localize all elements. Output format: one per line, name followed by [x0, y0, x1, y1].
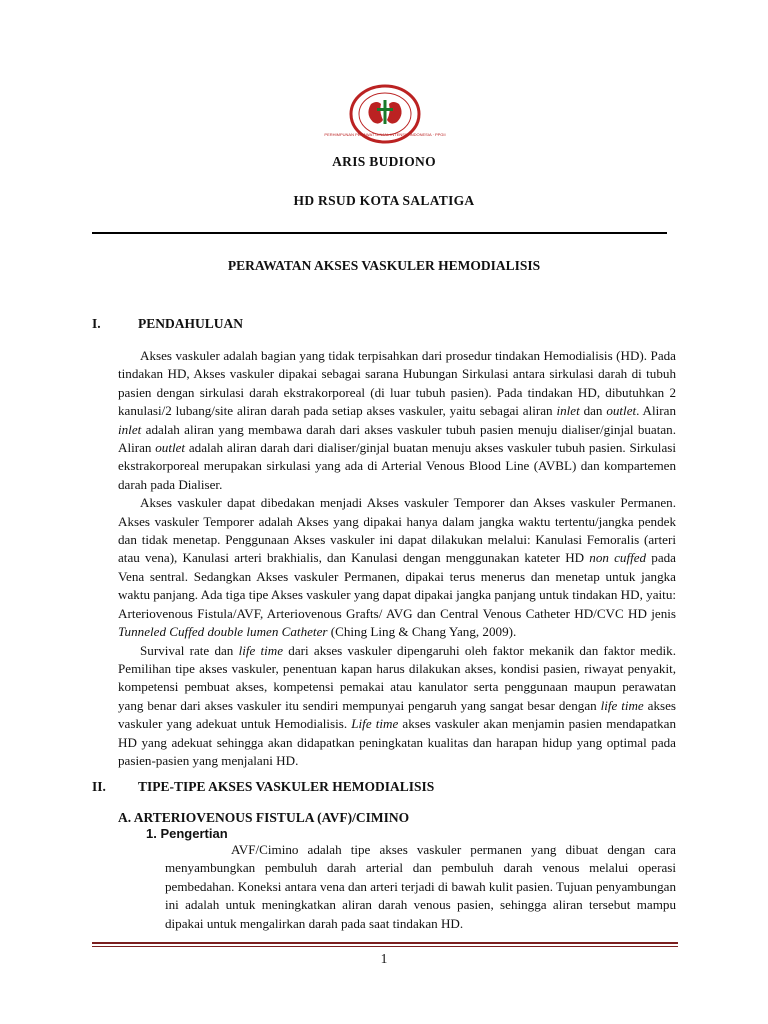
section-heading-1: [92, 316, 243, 332]
paragraph: AVF/Cimino adalah tipe akses vaskuler permanen yang dibuat dengan cara menyambungkan pembuluh darah arterial dan pembuluh darah venous melalui operasi pembedahan. Koneksi antara vena dan arteri terjadi di bawah kulit pasien. Tujuan penyambungan ini adalah untuk meningkatkan aliran darah venous pasien, sehingga aliran tersebut mampu dipakai untuk mengalirkan darah pada saat tindakan HD.: [165, 842, 676, 931]
author-name: ARIS BUDIONO: [332, 154, 436, 169]
header-divider: [92, 232, 667, 234]
section-number: II.: [92, 779, 106, 794]
subsubsection-heading: 1. Pengertian: [146, 826, 228, 841]
section-1-body: [118, 347, 676, 770]
logo-text: PERHIMPUNAN PERAWAT GINJAL INTENSIF INDONESIA · PPGII: [324, 132, 446, 137]
paragraph: Akses vaskuler dapat dibedakan menjadi Akses vaskuler Temporer dan Akses vaskuler Permanen. Akses vaskuler Temporer adalah Akses yang dipakai hanya dalam jangka waktu tertentu/jangka pendek dan tidak menetap. Penggunaan Akses vaskuler ini dapat dilakukan melalui: Kanulasi Femoralis (arteri atau vena), Kanulasi arteri brakhialis, dan Kanulasi dengan menggunakan kateter HD non cuffed pada Vena sentral. Sedangkan Akses vaskuler Permanen, dipakai terus menerus dan menetap untuk jangka waktu panjang. Ada tiga tipe Akses vaskuler yang dapat dipakai jangka panjang untuk tindakan HD, yaitu: Arteriovenous Fistula/AVF, Arteriovenous Grafts/ AVG dan Central Venous Catheter HD/CVC HD jenis Tunneled Cuffed double lumen Catheter (Ching Ling & Chang Yang, 2009).: [118, 495, 676, 640]
paragraph: Akses vaskuler adalah bagian yang tidak terpisahkan dari prosedur tindakan Hemodialisis (HD). Pada tindakan HD, Akses vaskuler dipakai sebagai sarana Hubungan Sirkulasi antara sirkulasi darah di tubuh pasien dengan sirkulasi darah ekstrakorporeal (di luar tubuh pasien). Pada tindakan HD, dibutuhkan 2 kanulasi/2 lubang/site aliran darah pada setiap akses vaskuler, yaitu sebagai aliran inlet dan outlet. Aliran inlet adalah aliran yang membawa darah dari akses vaskuler tubuh pasien menuju dialiser/ginjal buatan. Aliran outlet adalah aliran darah dari dialiser/ginjal buatan menuju akses vaskuler tubuh pasien. Sirkulasi ekstrakorporeal merupakan sirkulasi yang ada di Arterial Venous Blood Line (AVBL) dan kompartemen darah pada Dialiser.: [118, 348, 677, 492]
footer-divider: [92, 942, 678, 944]
section-2-body: [165, 841, 676, 933]
author-affiliation: HD RSUD KOTA SALATIGA: [293, 193, 475, 208]
subsection-heading: A. ARTERIOVENOUS FISTULA (AVF)/CIMINO: [118, 810, 410, 825]
organization-logo-icon: [324, 84, 446, 144]
section-number: I.: [92, 316, 101, 331]
section-title: TIPE-TIPE AKSES VASKULER HEMODIALISIS: [138, 779, 435, 794]
section-heading-2: [92, 779, 434, 795]
document-title: PERAWATAN AKSES VASKULER HEMODIALISIS: [227, 258, 541, 273]
footer-divider-thin: [92, 946, 678, 947]
paragraph: Survival rate dan life time dari akses vaskuler dipengaruhi oleh faktor mekanik dan faktor medik. Pemilihan tipe akses vaskuler, penentuan kapan harus dilakukan akses, kondisi pasien, riwayat penyakit, kompetensi pembuat akses, kompetensi pemakai atau kanulator serta penggunaan maupun perawatan yang benar dari akses vaskuler itu sendiri mempunyai pengaruh yang sangat besar dengan life time akses vaskuler yang adekuat untuk Hemodialisis. Life time akses vaskuler akan menjamin pasien mendapatkan HD yang adekuat sehingga akan didapatkan peningkatan kualitas dan harapan hidup yang optimal pada pasien-pasien yang menjalani HD.: [118, 642, 677, 768]
section-title: PENDAHULUAN: [138, 316, 244, 331]
page-number: 1: [380, 951, 388, 966]
